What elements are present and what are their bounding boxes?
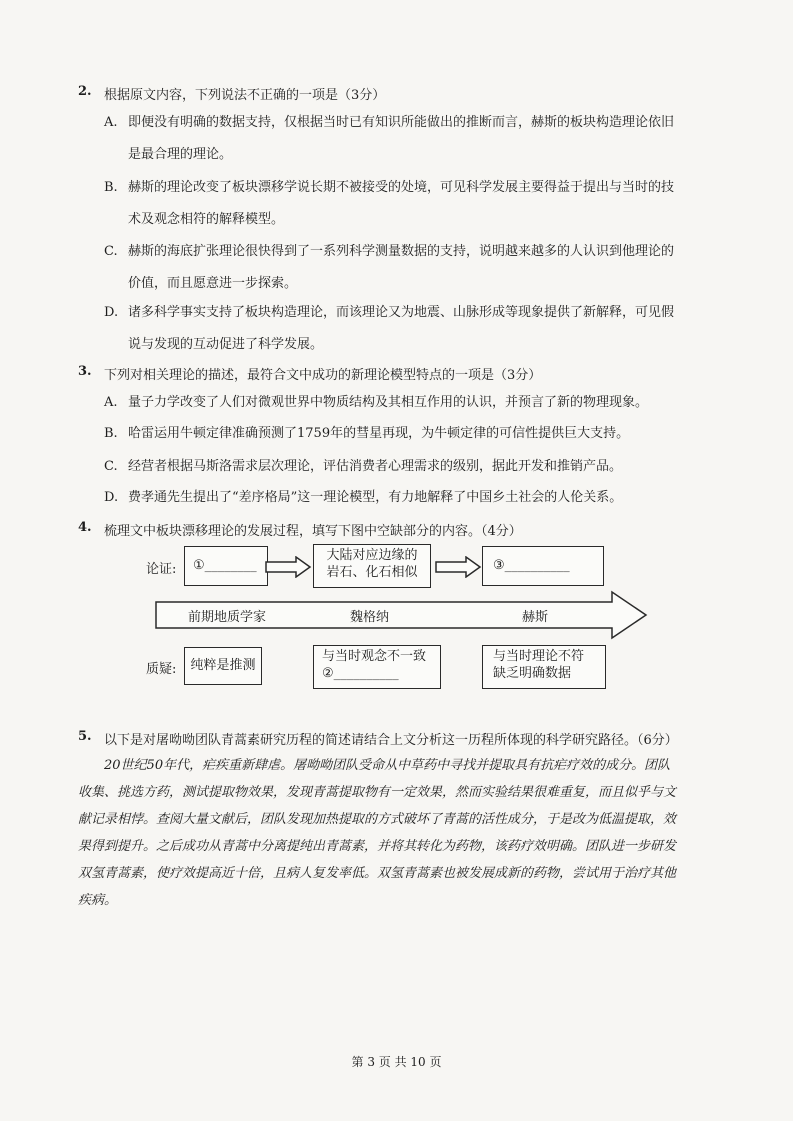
option-label: B. bbox=[104, 426, 118, 441]
arrow-right-icon bbox=[434, 556, 482, 578]
option-label: D. bbox=[104, 490, 119, 505]
question-4-number: 4. bbox=[78, 520, 92, 535]
q5-passage-line-4: 果得到提升。之后成功从青蒿中分离提纯出青蒿素，并将其转化为药物，该药疗效明确。团队进一步研发 bbox=[78, 839, 677, 854]
question-row-label: 质疑: bbox=[146, 662, 177, 677]
arrow-right-icon bbox=[264, 556, 312, 578]
question-box-2-line-1: 与当时观念不一致 bbox=[322, 649, 427, 664]
argument-box-2-line-2: 岩石、化石相似 bbox=[326, 565, 418, 580]
option-text-cont: 说与发现的互动促进了科学发展。 bbox=[128, 337, 324, 352]
question-5-stem: 以下是对屠呦呦团队青蒿素研究历程的简述请结合上文分析这一历程所体现的科学研究路径。（6分） bbox=[104, 733, 678, 748]
question-box-1-text: 纯粹是推测 bbox=[190, 658, 256, 673]
option-text: 量子力学改变了人们对微观世界中物质结构及其相互作用的认识，并预言了新的物理现象。 bbox=[128, 395, 649, 410]
q5-passage-line-5: 双氢青蒿素，使疗效提高近十倍，且病人复发率低。双氢青蒿素也被发展成新的药物，尝试用于治疗其他 bbox=[78, 866, 677, 881]
option-label: B. bbox=[104, 180, 118, 195]
option-text: 哈雷运用牛顿定律准确预测了1759年的彗星再现，为牛顿定律的可信性提供巨大支持。 bbox=[128, 426, 630, 441]
question-4-stem: 梳理文中板块漂移理论的发展过程，填写下图中空缺部分的内容。（4分） bbox=[104, 524, 522, 539]
q5-passage-line-2: 收集、挑选方药，测试提取物效果，发现青蒿提取物有一定效果，然而实验结果很难重复，而且似乎与文 bbox=[78, 785, 677, 800]
stage-early-geologists: 前期地质学家 bbox=[188, 610, 267, 625]
question-box-3 bbox=[482, 645, 606, 689]
question-3-number: 3. bbox=[78, 364, 92, 379]
question-5-number: 5. bbox=[78, 729, 92, 744]
argument-box-2-line-1: 大陆对应边缘的 bbox=[326, 548, 418, 563]
q5-passage-line-6: 疾病。 bbox=[78, 893, 118, 908]
argument-box-2 bbox=[313, 544, 431, 588]
stage-wegener: 魏格纳 bbox=[350, 610, 390, 625]
option-label: A. bbox=[104, 395, 118, 410]
option-text: 诸多科学事实支持了板块构造理论，而该理论又为地震、山脉形成等现象提供了新解释，可见假 bbox=[128, 305, 675, 320]
question-box-3-line-1: 与当时理论不符 bbox=[493, 649, 585, 664]
question-2-stem: 根据原文内容，下列说法不正确的一项是（3分） bbox=[104, 88, 386, 103]
argument-box-1-blank[interactable] bbox=[184, 546, 268, 586]
option-label: C. bbox=[104, 244, 118, 259]
option-text: 费孝通先生提出了“差序格局”这一理论模型，有力地解释了中国乡土社会的人伦关系。 bbox=[128, 490, 623, 505]
question-box-1 bbox=[184, 647, 262, 685]
argument-row-label: 论证: bbox=[146, 562, 177, 577]
question-3-stem: 下列对相关理论的描述，最符合文中成功的新理论模型特点的一项是（3分） bbox=[104, 368, 542, 383]
option-label: C. bbox=[104, 459, 118, 474]
option-text-cont: 价值，而且愿意进一步探索。 bbox=[128, 276, 298, 291]
option-label: A. bbox=[104, 115, 118, 130]
blank-2: ②__________ bbox=[322, 666, 399, 681]
question-2-number: 2. bbox=[78, 84, 92, 99]
option-text-cont: 是最合理的理论。 bbox=[128, 147, 233, 162]
question-box-3-line-2: 缺乏明确数据 bbox=[493, 666, 572, 681]
argument-box-3-blank[interactable] bbox=[482, 546, 604, 586]
option-text: 即便没有明确的数据支持，仅根据当时已有知识所能做出的推断而言，赫斯的板块构造理论依旧 bbox=[128, 115, 675, 130]
option-label: D. bbox=[104, 305, 119, 320]
question-box-2[interactable] bbox=[313, 645, 441, 689]
q5-passage-line-3: 献记录相悖。查阅大量文献后，团队发现加热提取的方式破坏了青蒿的活性成分，于是改为低温提取，效 bbox=[78, 812, 677, 827]
option-text: 赫斯的理论改变了板块漂移学说长期不被接受的处境，可见科学发展主要得益于提出与当时的技 bbox=[128, 180, 675, 195]
page-number-footer: 第 3 页 共 10 页 bbox=[351, 1055, 442, 1069]
option-text: 经营者根据马斯洛需求层次理论，评估消费者心理需求的级别，据此开发和推销产品。 bbox=[128, 459, 623, 474]
option-text: 赫斯的海底扩张理论很快得到了一系列科学测量数据的支持，说明越来越多的人认识到他理论的 bbox=[128, 244, 675, 259]
stage-hess: 赫斯 bbox=[522, 610, 549, 625]
option-text-cont: 术及观念相符的解释模型。 bbox=[128, 212, 285, 227]
q5-passage-line-1: 20世纪50年代，疟疾重新肆虐。屠呦呦团队受命从中草药中寻找并提取具有抗疟疗效的成分。团队 bbox=[104, 758, 671, 773]
blank-3: ③__________ bbox=[493, 558, 570, 573]
blank-1: ①________ bbox=[193, 558, 257, 573]
